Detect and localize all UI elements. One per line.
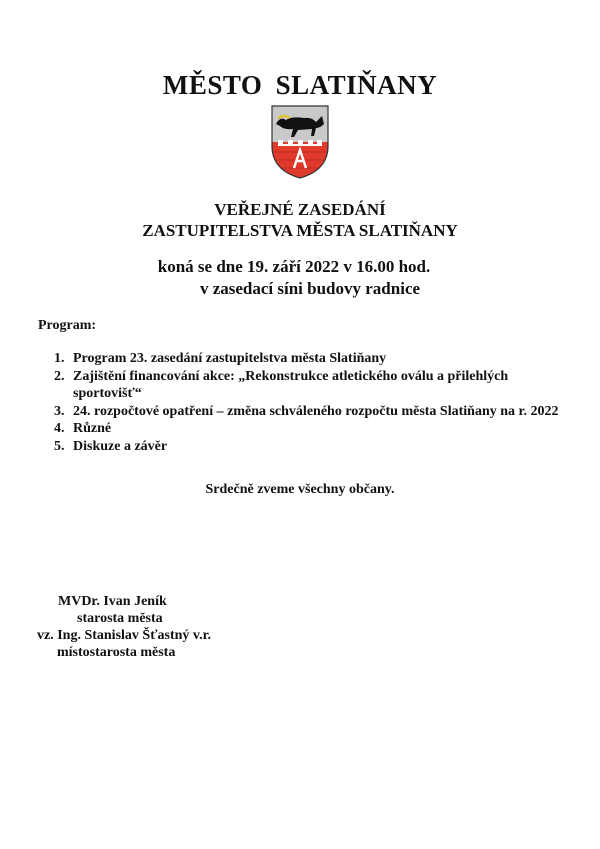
signatory-role: starosta města: [77, 611, 163, 626]
agenda-item: [54, 350, 574, 368]
meeting-heading-line2: ZASTUPITELSTVA MĚSTA SLATIŇANY: [142, 221, 458, 240]
agenda-item-number: 3.: [54, 403, 65, 419]
agenda-item-number: 5.: [54, 438, 65, 454]
agenda-item-text: Program 23. zasedání zastupitelstva města Slatiňany: [73, 351, 387, 366]
agenda-item: [54, 403, 574, 421]
agenda-item-text: Diskuze a závěr: [73, 438, 168, 454]
meeting-location: v zasedací síni budovy radnice: [199, 279, 421, 298]
agenda-item-text: Zajištění financování akce: „Rekonstrukce atletického oválu a přilehlých sportovišť“: [73, 368, 509, 401]
agenda-item-number: 4.: [54, 421, 65, 436]
meeting-heading-line1: VEŘEJNÉ ZASEDÁNÍ: [214, 200, 386, 219]
program-label: Program:: [38, 318, 97, 333]
agenda-list: [54, 350, 574, 455]
deputy-role: místostarosta města: [57, 645, 176, 660]
agenda-item-number: 2.: [54, 368, 65, 384]
agenda-item-number: 1.: [54, 351, 65, 366]
invitation-text: Srdečně zveme všechny občany.: [205, 482, 395, 497]
agenda-item-text: Různé: [73, 421, 112, 436]
agenda-item: [54, 438, 574, 456]
slatinany-coat-of-arms-icon: [270, 104, 330, 180]
meeting-date: koná se dne 19. září 2022 v 16.00 hod.: [157, 257, 431, 276]
page-title: MĚSTO SLATIŇANY: [162, 70, 438, 100]
agenda-item-text: 24. rozpočtové opatření – změna schváleného rozpočtu města Slatiňany na r. 2022: [73, 403, 559, 419]
deputy-name: vz. Ing. Stanislav Šťastný v.r.: [37, 628, 212, 643]
agenda-item: [54, 368, 574, 403]
signatory-name: MVDr. Ivan Jeník: [58, 594, 167, 609]
agenda-item: [54, 420, 574, 438]
